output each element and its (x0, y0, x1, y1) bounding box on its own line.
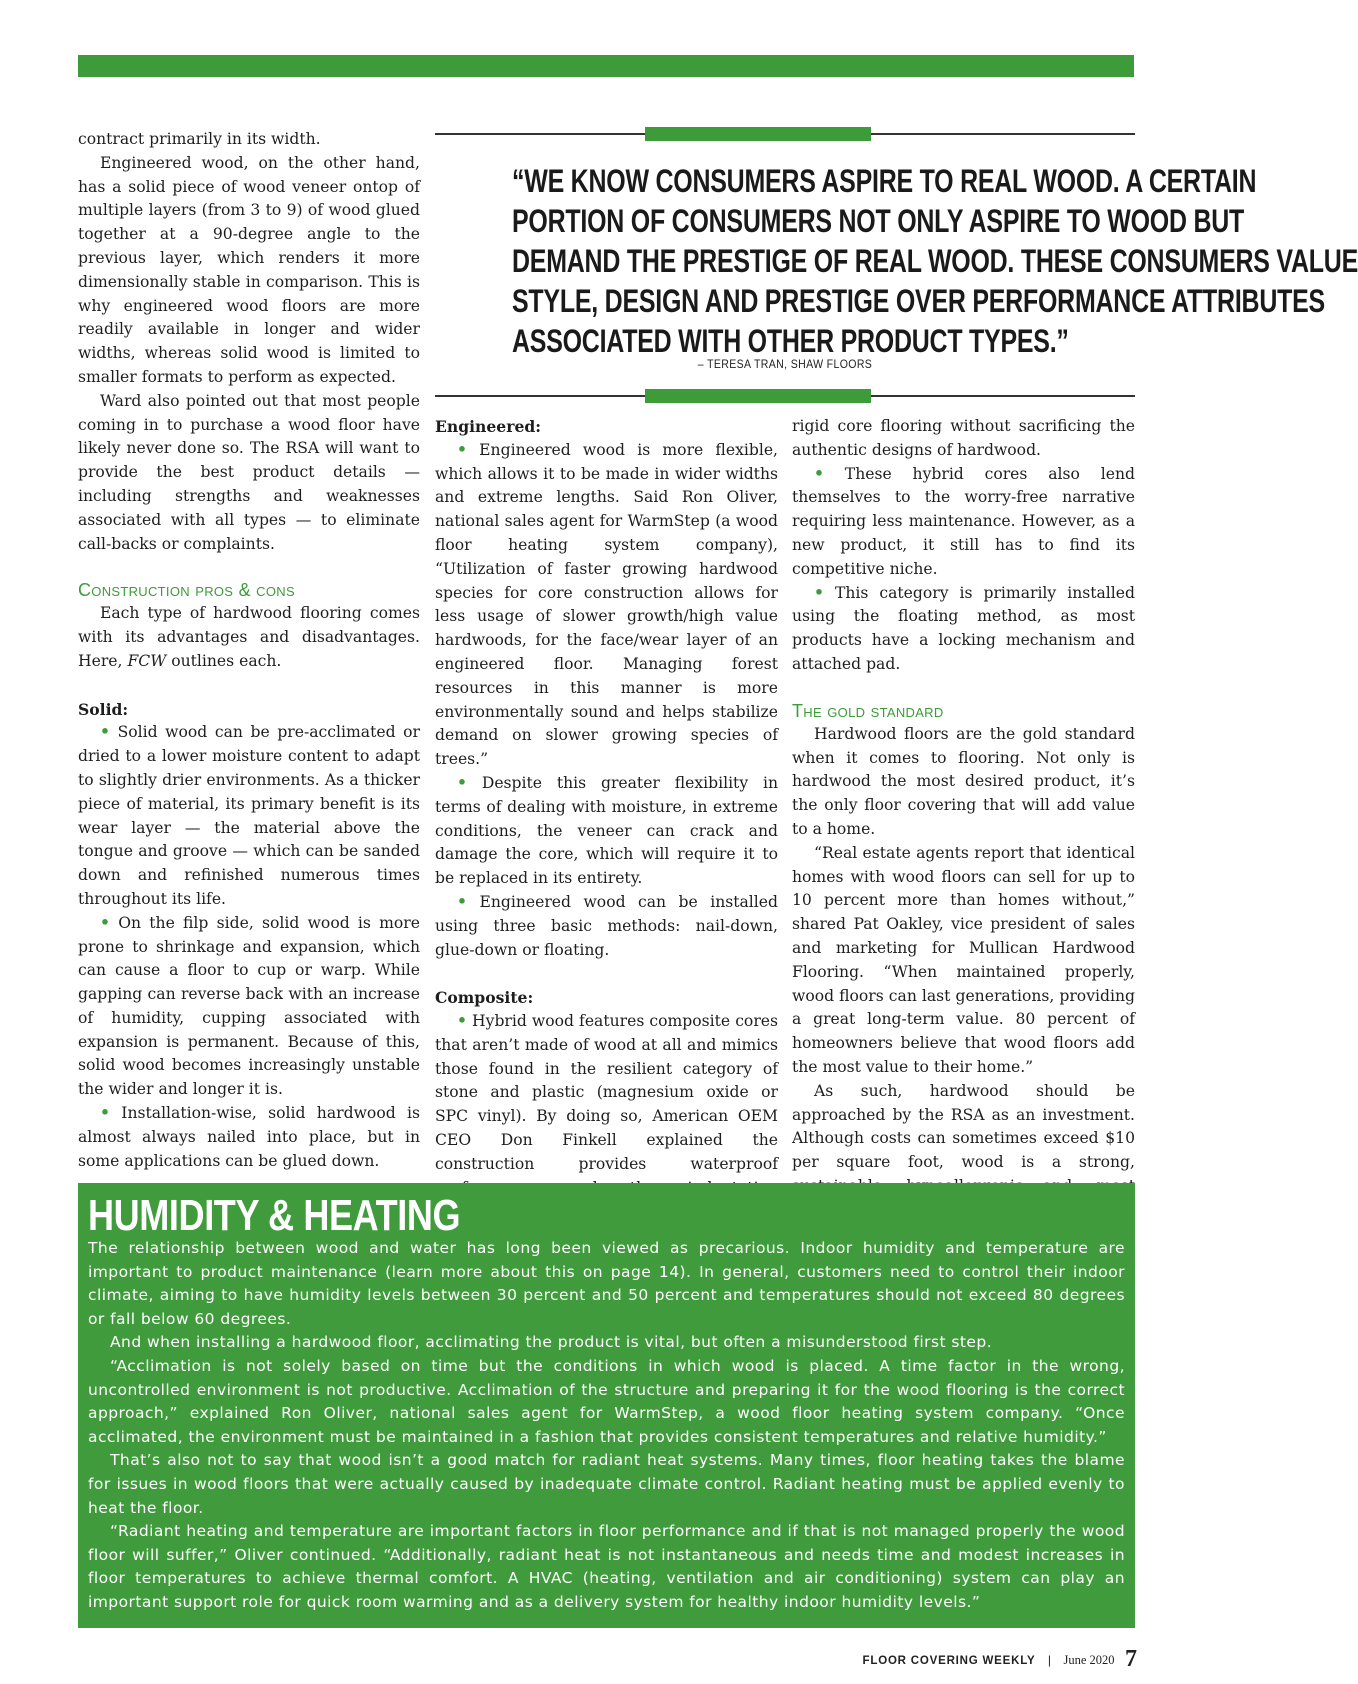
pull-quote-attribution: – TERESA TRAN, SHAW FLOORS (697, 357, 873, 371)
paragraph: contract primarily in its width. (78, 130, 321, 148)
sidebar-paragraph: And when installing a hardwood floor, acclimating the product is vital, but often a misunderstood first step. (110, 1333, 993, 1352)
pull-quote-bottom-tab (645, 389, 871, 403)
bullet-icon: • (814, 464, 824, 483)
paragraph: Each type of hardwood flooring comes with its advantages and disadvantages. Here, FCW outlines each. (78, 604, 420, 670)
sidebar-title: HUMIDITY & HEATING (88, 1191, 461, 1240)
publication-name: FLOOR COVERING WEEKLY (862, 1655, 1036, 1667)
page-number: 7 (1125, 1646, 1137, 1672)
bullet-item: • These hybrid cores also lend themselves to the worry-free narrative requiring less maintenance. However, as a new product, it still has to find its competitive niche. (792, 464, 1135, 578)
bullet-item: • On the filp side, solid wood is more prone to shrinkage and expansion, which can cause a floor to cup or warp. While gapping can reverse back with an increase of humidity, cupping associated with expansion is permanent. Because of this, solid wood becomes increasingly unstable the wider and longer it is. (78, 913, 420, 1099)
bullet-item: • Despite this greater flexibility in terms of dealing with moisture, in extreme conditions, the veneer can crack and damage the core, which will require it to be replaced in its entirety. (435, 773, 778, 888)
bullet-icon: • (100, 1104, 110, 1123)
bullet-item: • Hybrid wood features composite cores that aren’t made of wood at all and mimics those found in the resilient category of stone and plastic (magnesium oxide or SPC vinyl). By doing so, American OEM CEO Don Finkell explained the construction provides waterproof (435, 1011, 779, 1173)
pull-quote-text: “WE KNOW CONSUMERS ASPIRE TO REAL WOOD. A CERTAIN PORTION OF CONSUMERS NOT ONLY ASPIRE TO WOOD BUT DEMAND THE PRESTIGE OF REAL WOOD. THESE CONSUMERS VALUE STYLE, DESIGN AND PRESTIGE OVER PERFORMANCE ATTRIBUTES ASSOCIATED WITH OTHER PRODUCT TYPES.” (512, 163, 1358, 359)
bullet-icon: • (457, 773, 467, 792)
bullet-icon: • (100, 913, 110, 932)
bullet-icon: • (457, 1011, 467, 1030)
bullet-icon: • (100, 723, 110, 742)
paragraph: rigid core flooring without sacrificing the authentic designs of hardwood. (792, 417, 1135, 459)
footer-separator: | (1047, 1653, 1052, 1667)
sidebar-paragraph: That’s also not to say that wood isn’t a good match for radiant heat systems. Many times, floor heating takes the blame for issues in wood floors that were actually caused by inadequate climate control. Radiant heating must be applied evenly to heat the floor. (88, 1451, 1125, 1517)
sidebar-body (88, 1237, 1125, 1615)
column-2 (435, 415, 778, 1224)
bullet-icon: • (457, 440, 467, 459)
bullet-icon: • (814, 583, 824, 602)
pull-quote (435, 125, 1358, 402)
paragraph: As such, hardwood should be approached by the RSA as an investment. Although costs can sometimes exceed $10 per square foot, wood is a strong, (792, 1081, 1135, 1172)
top-accent-bar (78, 55, 1134, 77)
bullet-item: • This category is primarily installed using the floating method, as most products have a locking mechanism and attached pad. (792, 583, 1135, 673)
section-heading-gold-standard: The gold standard (792, 700, 944, 721)
page-footer (863, 1644, 1137, 1671)
section-heading-construction: Construction pros & cons (78, 580, 295, 601)
sidebar-paragraph: “Radiant heating and temperature are important factors in floor performance and if that is not managed properly the wood floor will suffer,” Oliver continued. “Additionally, radiant heat is not instantaneous and needs time and modest increases in floor temperatures to achieve thermal comfort. A HVAC (heating, ventilation and air conditioning) system can play an important support role for quick room warming and as a delivery system for healthy indoor humidity levels.” (88, 1522, 1125, 1611)
pull-quote-top-tab (645, 127, 871, 141)
column-1 (78, 128, 420, 1173)
paragraph: “Real estate agents report that identical homes with wood floors can sell for up to 10 percent more than homes without,” shared Pat Oakley, vice president of sales and marketing for Mullican Hardwood Flooring. “When maintained properly, wood floors can last generations, providing a great long-term value. 80 percent of homeowners believe that wood floors add the most value to their home.” (792, 843, 1135, 1076)
bullet-item: • Engineered wood can be installed using three basic methods: nail-down, glue-down or floating. (435, 892, 778, 959)
bullet-item: • Engineered wood is more flexible, which allows it to be made in wider widths and extreme lengths. Said Ron Oliver, national sales agent for WarmStep (a wood floor heating system company), “Utilization of faster growing hardwood species for core construction allows for less usage of slower growth/high value hardwoods, for the face/wear layer of an engineered floor. Managing forest resources in this manner is more environmentally sound and helps stabilize demand on slower growing species of trees.” (435, 440, 779, 769)
bullet-icon: • (457, 892, 467, 911)
subheading-composite: Composite: (435, 988, 534, 1008)
bullet-item: • Installation-wise, solid hardwood is almost always nailed into place, but in some applications can be glued down. (78, 1104, 420, 1170)
bullet-item: • Solid wood can be pre-acclimated or dried to a lower moisture content to adapt to slightly drier environments. As a thicker piece of material, its primary benefit is its wear layer — the material above the tongue and groove — which can be sanded down and refinished numerous times throughout its life. (78, 723, 420, 908)
sidebar-paragraph: “Acclimation is not solely based on time but the conditions in which wood is placed. A time factor in the wrong, uncontrolled environment is not productive. Acclimation of the structure and preparing it for the wood flooring is the correct approach,” explained Ron Oliver, national sales agent for WarmStep, a wood floor heating system company. “Once acclimated, the environment must be maintained in a fashion that provides consistent temperatures and relative humidity.” (88, 1356, 1125, 1446)
subheading-engineered: Engineered: (435, 417, 542, 436)
sidebar-paragraph: The relationship between wood and water has long been viewed as precarious. Indoor humidity and temperature are important to product maintenance (learn more about this on page 14). In general, customers need to control their indoor climate, aiming to have humidity levels between 30 percent and 50 percent and temperatures should not exceed 80 degrees or fall below 60 degrees. (88, 1239, 1125, 1328)
publication-abbrev: FCW (127, 651, 167, 670)
column-3 (792, 415, 1135, 1223)
paragraph: Hardwood floors are the gold standard when it comes to flooring. Not only is hardwood the most desired product, it’s the only floor covering that will add value to a home. (792, 724, 1135, 838)
paragraph: Ward also pointed out that most people coming in to purchase a wood floor have likely never done so. The RSA will want to provide the best product details — including strengths and weaknesses associated with all types — to eliminate call-backs or complaints. (78, 391, 420, 553)
issue-date: June 2020 (1063, 1653, 1115, 1667)
humidity-heating-sidebar (78, 1183, 1135, 1628)
paragraph: Engineered wood, on the other hand, has a solid piece of wood veneer ontop of multiple layers (from 3 to 9) of wood glued together at a 90-degree angle to the previous layer, which renders it more dimensionally stable in comparison. This is why engineered wood floors are more readily available in longer and wider widths, whereas solid wood is limited to smaller formats to perform as expected. (78, 153, 420, 386)
subheading-solid: Solid: (78, 699, 129, 719)
